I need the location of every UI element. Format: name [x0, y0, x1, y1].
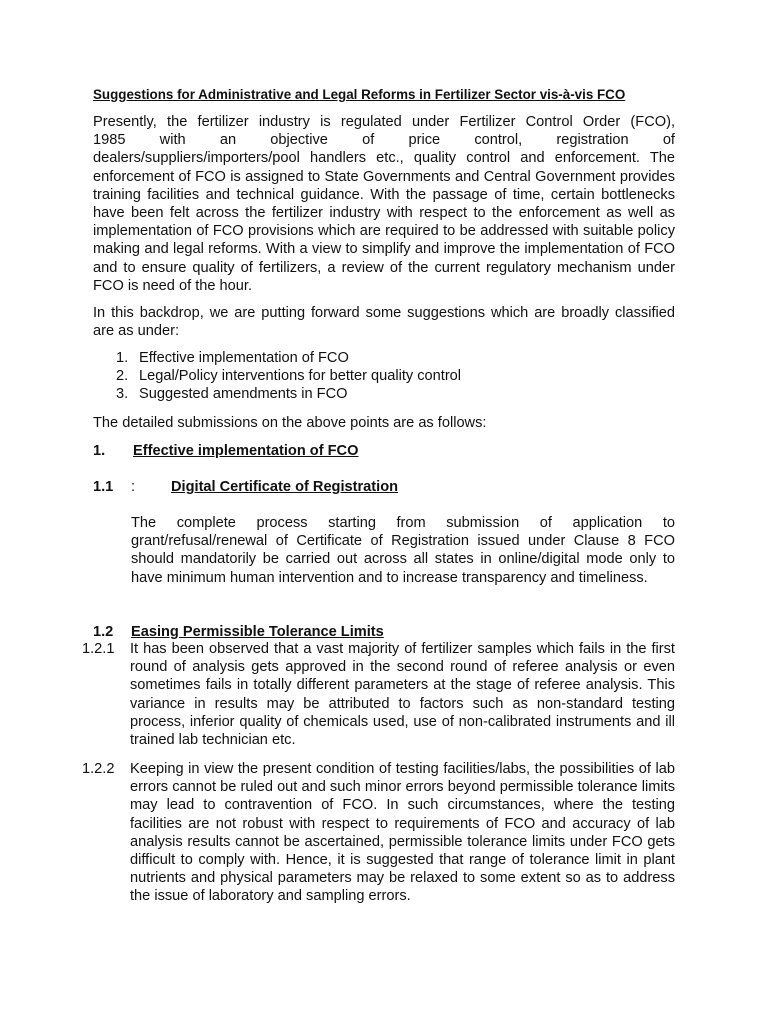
list-item — [116, 367, 461, 385]
list-item — [116, 349, 461, 367]
intro-rest: dealers/suppliers/importers/pool handlers etc., quality control and enforcement. The enforcement of FCO is assigned to State Governments and Central Government provides training facilities and technical guidance. With the passage of time, certain bottlenecks have been felt across the fertilizer industry with respect to the enforcement as well as implementation of FCO provisions which are required to be addressed with suitable policy making and legal reforms. With a view to simplify and improve the implementation of FCO and to ensure quality of fertilizers, a review of the current regulatory mechanism under FCO is need of the hour. — [93, 150, 675, 294]
document-title: Suggestions for Administrative and Legal Reforms in Fertilizer Sector vis-à-vis FCO — [93, 87, 626, 102]
section-title: Easing Permissible Tolerance Limits — [131, 624, 384, 640]
detailed-intro: The detailed submissions on the above points are as follows: — [93, 415, 487, 431]
backdrop-paragraph: In this backdrop, we are putting forward some suggestions which are broadly classified are as under: — [93, 305, 675, 340]
subsection-body: Keeping in view the present condition of testing facilities/labs, the possibilities of lab errors cannot be ruled out and such minor errors beyond permissible tolerance limits may lead to contravention of FCO. In such circumstances, where the testing facilities are not robust with respect to requirements of FCO and accuracy of lab analysis results cannot be ascertained, permissible tolerance limits under FCO gets difficult to comply with. Hence, it is suggested that range of tolerance limit in plant nutrients and physical parameters may be relaxed to some extent so as to address the issue of laboratory and sampling errors. — [130, 761, 675, 905]
subsection-number: 1.2.1 — [82, 641, 115, 657]
intro-paragraph — [93, 113, 675, 295]
section-1-1-body: The complete process starting from submission of application to grant/refusal/renewal of Certificate of Registration issued under Clause 8 FCO should mandatorily be carried out across all states in online/digital mode only to have minimum human intervention and to increase transparency and timeliness. — [131, 515, 675, 586]
list-item-number: 2. — [116, 368, 129, 385]
section-title: Digital Certificate of Registration — [171, 479, 399, 495]
section-1-2-1 — [82, 640, 675, 749]
list-item-text: Suggested amendments in FCO — [139, 386, 348, 403]
list-item-number: 3. — [116, 386, 129, 403]
list-item-text: Legal/Policy interventions for better quality control — [139, 368, 462, 385]
list-item-number: 1. — [116, 350, 129, 366]
section-number: 1.1 — [93, 479, 114, 495]
section-title-suffix: : — [131, 479, 136, 495]
intro-line-1: Presently, the fertilizer industry is regulated under Fertilizer Control Order (FCO), — [93, 114, 675, 130]
classification-list — [116, 349, 461, 404]
intro-line-2: 1985 with an objective of price control, registration of — [93, 132, 675, 149]
list-item-text: Effective implementation of FCO — [139, 350, 349, 366]
subsection-body: It has been observed that a vast majority of fertilizer samples which fails in the first round of analysis gets approved in the second round of referee analysis or even sometimes fails in totally different parameters at the stage of referee analysis. This variance in results may be attributed to factors such as non-standard testing process, inferior quality of chemicals used, use of non-calibrated instruments and ill trained lab technician etc. — [130, 641, 675, 749]
subsection-number: 1.2.2 — [82, 761, 115, 777]
section-title: Effective implementation of FCO — [133, 443, 359, 459]
section-number: 1. — [93, 443, 106, 459]
list-item — [116, 385, 461, 403]
section-1-2-2 — [82, 760, 675, 906]
section-number: 1.2 — [93, 624, 114, 640]
